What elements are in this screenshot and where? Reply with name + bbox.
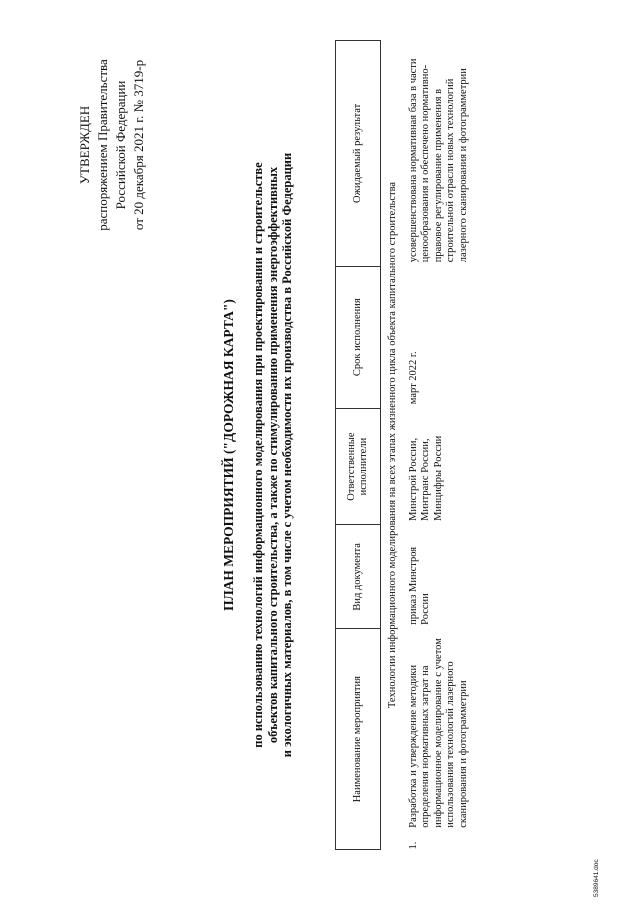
section-title: Технологии информационного моделирования на всех этапах жизненного цикла объекта капитального строительства bbox=[387, 181, 398, 709]
row-executors: Минстрой России, Минтранс России, Минцифры России bbox=[407, 435, 444, 521]
document-title: ПЛАН МЕРОПРИЯТИЙ ("ДОРОЖНАЯ КАРТА") bbox=[221, 299, 236, 611]
subtitle-line-1: по использованию технологий информационного моделирования при проектировании и строительстве bbox=[251, 162, 265, 748]
approval-line-1: распоряжением Правительства bbox=[95, 59, 110, 231]
header-result: Ожидаемый результат bbox=[336, 41, 381, 267]
approval-heading: УТВЕРЖДЕН bbox=[77, 105, 92, 185]
header-name: Наименование мероприятия bbox=[336, 629, 381, 850]
table-row bbox=[406, 41, 473, 850]
approval-line-2: Российской Федерации bbox=[113, 80, 128, 210]
document-subtitle bbox=[251, 45, 295, 865]
subtitle-line-3: и экологичных материалов, в том числе с учетом необходимости их производства в Российской Федерации bbox=[280, 152, 294, 758]
approval-line-3: от 20 декабря 2021 г. № 3719-р bbox=[131, 59, 146, 231]
subtitle-line-2: объектов капитального строительства, а также по стимулированию применения энергоэффективных bbox=[265, 166, 280, 744]
row-deadline: март 2022 г. bbox=[407, 351, 419, 405]
row-number: 1. bbox=[407, 841, 419, 850]
roadmap-table bbox=[335, 40, 472, 850]
approval-stamp bbox=[76, 30, 148, 260]
header-doc-type: Вид документа bbox=[336, 525, 381, 629]
row-doc-type: приказ Минстроя России bbox=[407, 546, 431, 625]
header-executors: Ответственные исполнители bbox=[336, 408, 381, 525]
row-result: усовершенствована нормативная база в части ценообразования и обеспечено нормативно-правовое регулирование применения в строительной отрасли новых технологий лазерного сканирования и фотограмметрии bbox=[407, 58, 469, 263]
header-deadline: Срок исполнения bbox=[336, 266, 381, 408]
section-row bbox=[381, 41, 406, 850]
table-header-row bbox=[336, 41, 381, 850]
row-name: Разработка и утверждение методики определения нормативных затрат на информационное моделирование с учетом использования технологий лазерного сканирования и фотограмметрии bbox=[407, 638, 469, 828]
footer-doc-code: 5389641.doc bbox=[593, 859, 600, 897]
